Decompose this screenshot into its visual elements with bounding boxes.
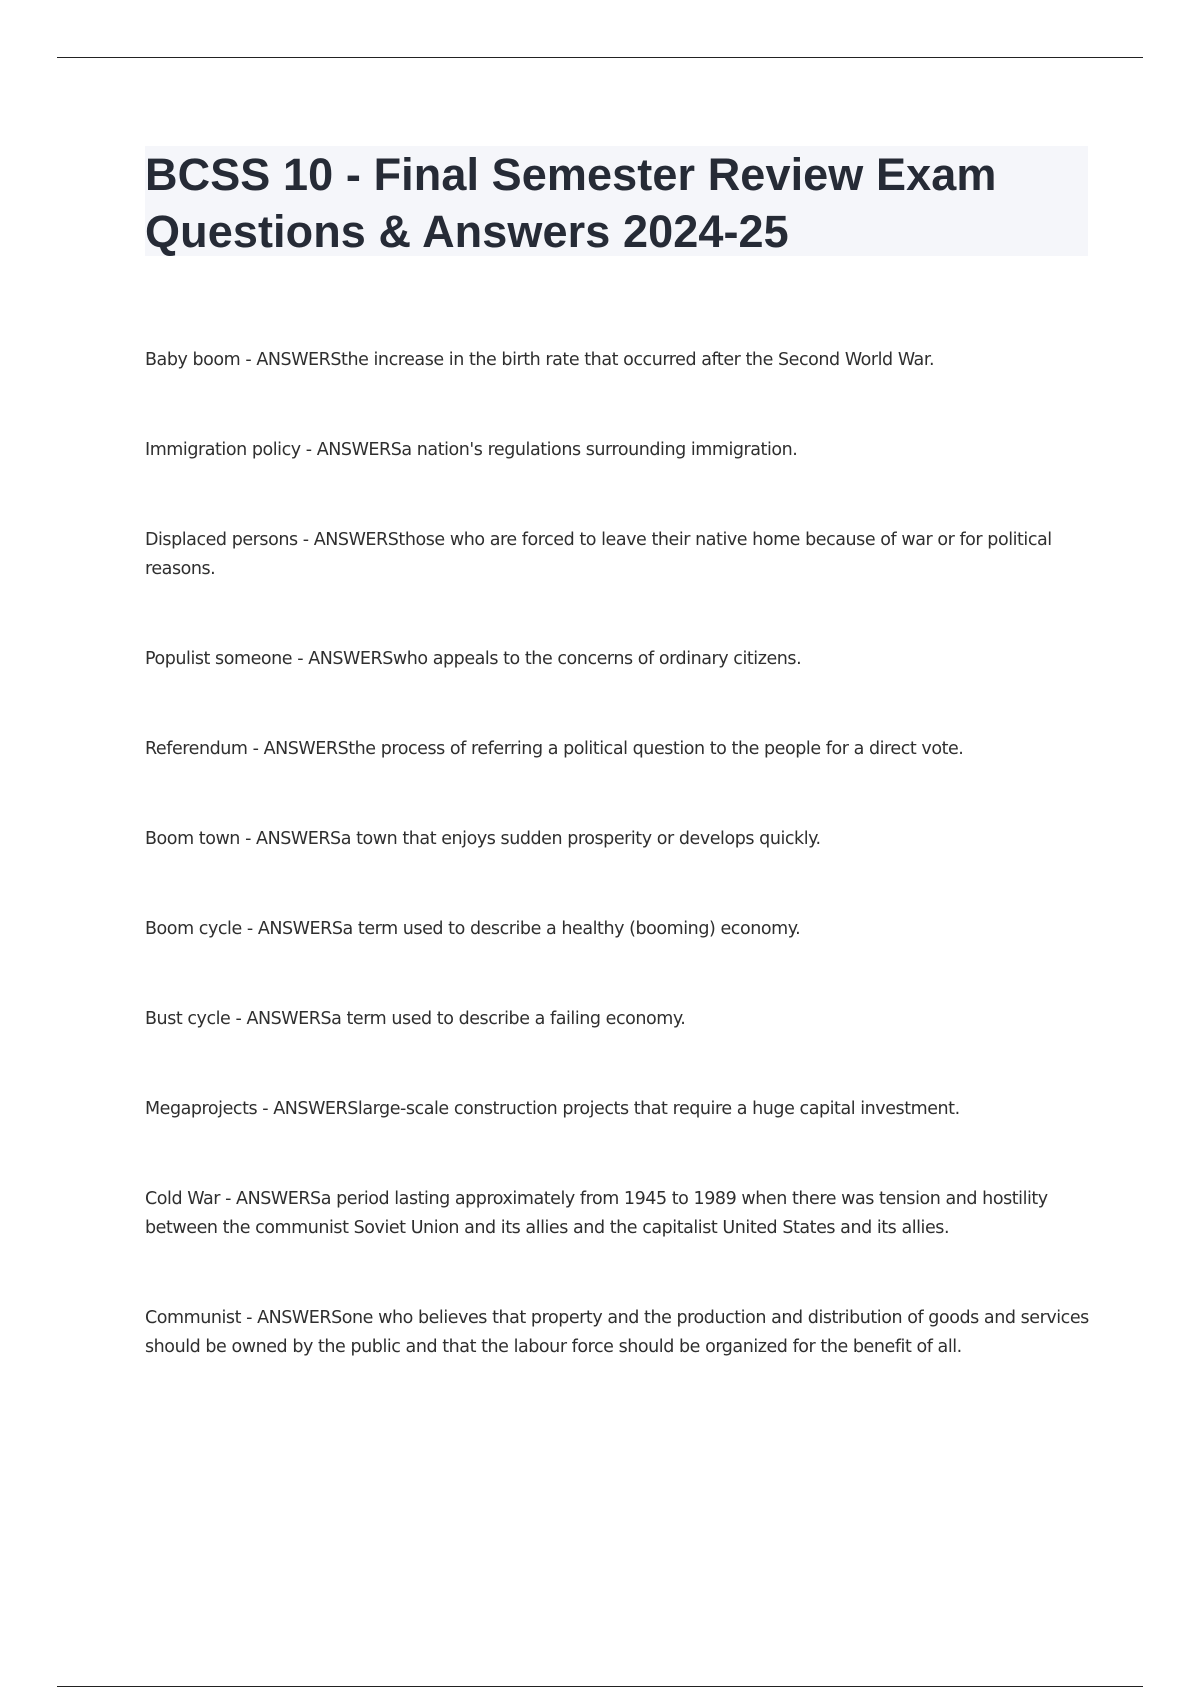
qa-term: Boom cycle [145,919,242,939]
qa-item [145,436,1095,465]
qa-answer: a nation's regulations surrounding immigration. [401,440,798,460]
qa-term: Megaprojects [145,1099,258,1119]
qa-term: Displaced persons [145,530,298,550]
qa-separator: - ANSWERS [219,1189,321,1209]
qa-term: Immigration policy [145,440,301,460]
page-title: BCSS 10 - Final Semester Review Exam Questions & Answers 2024-25 [145,149,997,257]
qa-item [145,346,1095,375]
qa-item [145,1304,1095,1362]
qa-answer: a period lasting approximately from 1945 to 1989 when there was tension and hostility between the communist Soviet Union and its allies and the capitalist United States and its allies. [145,1189,1048,1238]
qa-term: Baby boom [145,350,241,370]
qa-item [145,735,1095,764]
qa-item [145,825,1095,854]
qa-item [145,1005,1095,1034]
qa-answer: those who are forced to leave their native home because of war or for political reasons. [145,530,1052,579]
qa-separator: - ANSWERS [241,1308,342,1328]
qa-answer: a town that enjoys sudden prosperity or develops quickly. [340,829,821,849]
qa-item [145,645,1095,674]
qa-separator: - ANSWERS [297,530,399,550]
qa-separator: - ANSWERS [300,440,402,460]
qa-answer: a term used to describe a healthy (booming) economy. [342,919,801,939]
qa-separator: - ANSWERS [239,829,341,849]
qa-answer: large-scale construction projects that require a huge capital investment. [357,1099,960,1119]
qa-separator: - ANSWERS [247,739,349,759]
qa-term: Boom town [145,829,240,849]
qa-term: Referendum [145,739,248,759]
qa-term: Communist [145,1308,241,1328]
bottom-rule [57,1686,1143,1687]
qa-term: Cold War [145,1189,220,1209]
qa-separator: - ANSWERS [230,1009,332,1029]
qa-separator: - ANSWERS [257,1099,358,1119]
qa-answer: one who believes that property and the production and distribution of goods and services should be owned by the public and that the labour force should be organized for the benefit of all. [145,1308,1089,1357]
qa-separator: - ANSWERS [241,919,343,939]
qa-item [145,915,1095,944]
qa-answer: the process of referring a political question to the people for a direct vote. [348,739,964,759]
qa-list [145,346,1095,1362]
qa-answer: the increase in the birth rate that occurred after the Second World War. [341,350,935,370]
qa-term: Populist someone [145,649,293,669]
top-rule [57,57,1143,58]
qa-answer: who appeals to the concerns of ordinary citizens. [392,649,802,669]
qa-item [145,1095,1095,1124]
qa-separator: - ANSWERS [240,350,342,370]
title-box [145,146,1088,256]
qa-item [145,526,1095,584]
qa-term: Bust cycle [145,1009,231,1029]
qa-separator: - ANSWERS [292,649,393,669]
qa-item [145,1185,1095,1243]
qa-answer: a term used to describe a failing economy. [331,1009,686,1029]
